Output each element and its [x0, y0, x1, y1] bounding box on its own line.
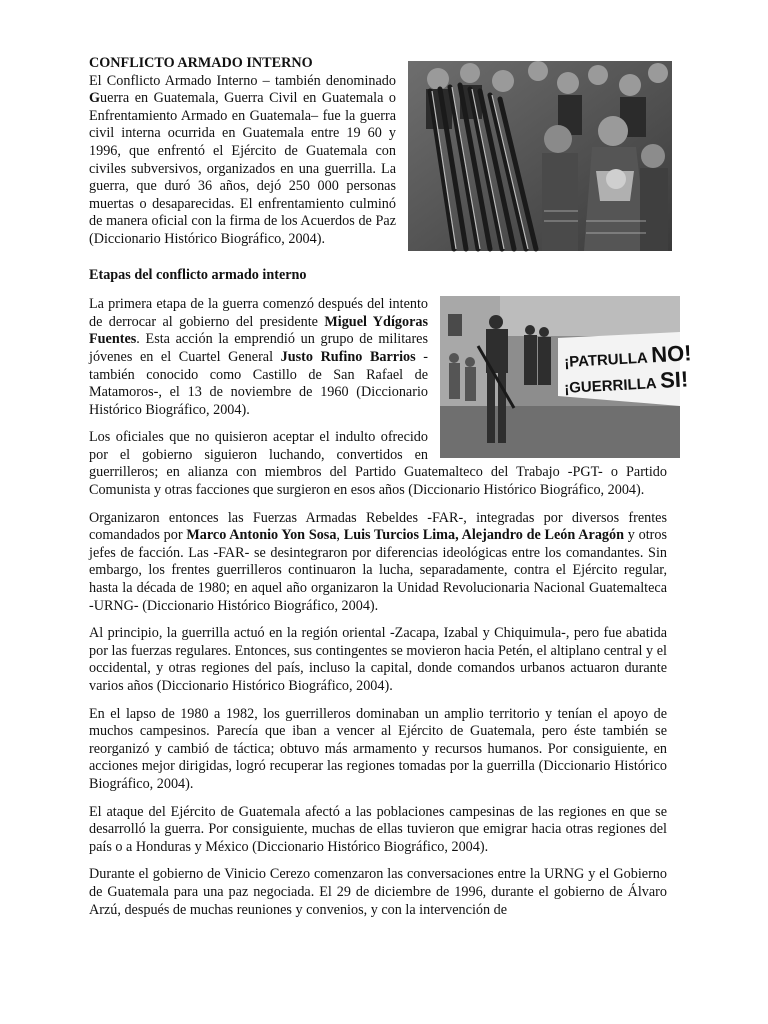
banner-line-2: ¡GUERRILLA SI! [563, 366, 689, 398]
p3-text-c: y otros jefes de facción. Las -FAR- se desintegraron por diferencias ideológicas entre los comandantes. Sin embargo, los frentes guerrilleros continuaron la lucha, separadamente, contra el Ejército regular, hasta la década de 1980; en aquel año organizaron la Unidad Revolucionaria Nacional Guatemalteca -URNG- (Diccionario Histórico Biográfico, 2004). [89, 527, 667, 614]
photo-patrol-banner [440, 296, 693, 458]
banner-line-1: ¡PATRULLA NO! [563, 340, 693, 372]
p1-text-a: La primera etapa de la guerra comenzó después del intento de derrocar al gobierno del presidente [89, 296, 428, 330]
intro-section [89, 55, 667, 249]
p1-text-c: -también conocido como Castillo de San Rafael de Matamoros-, el 13 de noviembre de 1960 (Diccionario Histórico Biográfico, 2004). [89, 348, 428, 418]
intro-text-a: El Conflicto Armado Interno – también denominado [89, 72, 396, 89]
document-page [89, 55, 693, 929]
paragraph-5: En el lapso de 1980 a 1982, los guerrilleros dominaban un amplio territorio y tenían el apoyo de muchos campesinos. Parecía que iban a vencer al Ejército de Guatemala, pero éste también se reorganizó y cambió de táctica; obtuvo más armamento y recursos humanos. Por consiguiente, en acciones mejor dirigidas, logró recuperar las regiones tomadas por la guerrilla (Diccionario Histórico Biográfico, 2004). [89, 705, 667, 792]
patrol-banner-image [440, 296, 693, 458]
villagers-rifles-image [408, 61, 672, 251]
paragraph-3 [89, 510, 667, 616]
paragraph-6: El ataque del Ejército de Guatemala afectó a las poblaciones campesinas de las regiones en que se desarrolló la guerra. Por consiguiente, muchas de ellas tuvieron que emigrar hacia otras regiones del país o a Honduras y México (Diccionario Histórico Biográfico, 2004). [89, 803, 667, 855]
photo-villagers-rifles [408, 61, 672, 251]
paragraph-4: Al principio, la guerrilla actuó en la región oriental -Zacapa, Izabal y Chiquimula-, pero fue abatida por las fuerzas regulares. Entonces, sus contingentes se movieron hacia Petén, el altiplano central y el occidental, y otras regiones del país, incluso la capital, donde comandos urbanos actuaron durante varios años (Diccionario Histórico Biográfico, 2004). [89, 625, 667, 694]
p3-bold-name-2: Luis Turcios Lima, Alejandro de León Aragón [343, 527, 624, 544]
paragraph-2: Los oficiales que no quisieron aceptar el indulto ofrecido por el gobierno siguieron luchando, convertidos en guerrilleros; en alianza con miembros del Partido Guatemalteco del Trabajo -PGT- o Partido Comunista y otras facciones que surgieron en esos años (Diccionario Histórico Biográfico, 2004). [89, 429, 667, 499]
p1-bold-name-2: Justo Rufino Barrios [280, 348, 416, 365]
p1-text-b: . Esta acción la emprendió un grupo de militares jóvenes en el Cuartel General [89, 331, 428, 365]
intro-bold-g: G [89, 90, 101, 107]
p3-text-a: Organizaron entonces las Fuerzas Armadas Rebeldes -FAR-, integradas por diversos frentes comandados por [89, 509, 667, 544]
document-title: CONFLICTO ARMADO INTERNO [89, 55, 313, 71]
p3-text-b: , [336, 527, 344, 544]
paragraph-7: Durante el gobierno de Vinicio Cerezo comenzaron las conversaciones entre la URNG y el Gobierno de Guatemala para una paz negociada. El 29 de diciembre de 1996, durante el gobierno de Álvaro Arzú, después de muchas reuniones y convenios, y con la intervención de [89, 866, 667, 918]
p3-bold-name-1: Marco Antonio Yon Sosa [186, 527, 337, 544]
p1-bold-name-1: Miguel Ydígoras Fuentes [89, 313, 428, 348]
section-heading: Etapas del conflicto armado interno [89, 266, 307, 283]
intro-text-b: uerra en Guatemala, Guerra Civil en Guatemala o Enfrentamiento Armado en Guatemala– fue la guerra civil interna ocurrida en Guatemala entre 19 60 y 1996, que enfrentó el Ejército de Guatemala con civiles subversivos, organizados en una guerrilla. La guerra, que duró 36 años, dejó 250 000 personas muertas o desaparecidas. El enfrentamiento culminó de manera oficial con la firma de los Acuerdos de Paz (Diccionario Histórico Biográfico, 2004). [89, 90, 396, 247]
